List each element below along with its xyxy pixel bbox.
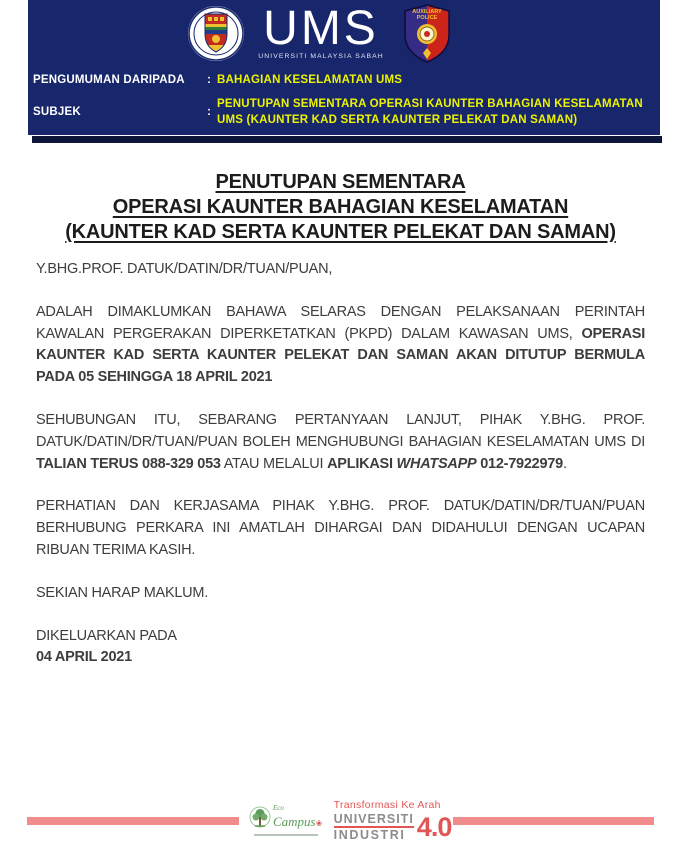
closing-line: SEKIAN HARAP MAKLUM. — [36, 584, 209, 601]
notice-title-line-1: PENUTUPAN SEMENTARA — [215, 171, 466, 193]
industry40-universiti: UNIVERSITI — [334, 813, 414, 829]
paragraph-contact-normal-2: ATAU MELALUI — [220, 455, 328, 472]
ums-seal-icon — [187, 5, 245, 62]
contact-whatsapp-label: WHATSAPP — [396, 455, 477, 472]
announcement-from-colon: : — [207, 74, 211, 87]
industry40-industri: INDUSTRI — [333, 828, 406, 842]
industry40-tagline: Transformasi Ke Arah — [333, 799, 441, 811]
paragraph-contact-period: . — [562, 455, 567, 472]
contact-phone: TALIAN TERUS 088-329 053 — [36, 455, 221, 472]
announcement-row-subject — [33, 96, 650, 129]
ecocampus-logo — [248, 805, 324, 836]
ums-wordmark-text: UMS — [263, 1, 379, 55]
notice-body — [36, 259, 645, 669]
announcement-table — [28, 64, 660, 129]
notice-title — [0, 170, 681, 245]
ums-wordmark-subtitle: UNIVERSITI MALAYSIA SABAH — [258, 52, 384, 60]
ums-wordmark — [258, 1, 384, 61]
announcement-from-label: PENGUMUMAN DARIPADA — [33, 74, 185, 87]
paragraph-thanks: PERHATIAN DAN KERJASAMA PIHAK Y.BHG. PROF. DATUK/DATIN/DR/TUAN/PUAN BERHUBUNG PERKARA INI AMATLAH DIHARGAI DAN DIDAHULUI DENGAN UCAPAN RIBUAN TERIMA KASIH. — [36, 498, 645, 558]
salutation: Y.BHG.PROF. DATUK/DATIN/DR/TUAN/PUAN, — [36, 261, 333, 277]
paragraph-contact-normal-1: SEHUBUNGAN ITU, SEBARANG PERTANYAAN LANJUT, PIHAK Y.BHG. PROF. DATUK/DATIN/DR/TUAN/PUAN BOLEH MENGHUBUNGI BAHAGIAN KESELAMATAN UMS DI — [36, 411, 645, 450]
letterhead — [28, 0, 660, 135]
issued-on-label: DIKELUARKAN PADA — [36, 627, 177, 644]
issued-date: 04 APRIL 2021 — [36, 649, 132, 666]
tree-icon — [249, 805, 271, 831]
notice-title-line-3: (KAUNTER KAD SERTA KAUNTER PELEKAT DAN SAMAN) — [65, 221, 616, 243]
svg-text:AUXILIARY: AUXILIARY — [412, 8, 442, 15]
footer — [0, 800, 681, 842]
industry40-lockup — [334, 800, 452, 842]
announcement-from-value: BAHAGIAN KESELAMATAN UMS — [217, 74, 403, 86]
announcement-subject-label: SUBJEK — [33, 106, 81, 119]
ecocampus-tagline-bar — [254, 834, 318, 836]
paragraph-pkpd-normal: ADALAH DIMAKLUMKAN BAHAWA SELARAS DENGAN PELAKSANAAN PERINTAH KAWALAN PERGERAKAN DIPERKETATKAN (PKPD) DALAM KAWASAN UMS, — [36, 303, 645, 342]
svg-text:POLICE: POLICE — [416, 14, 438, 21]
footer-right-line — [453, 817, 654, 825]
contact-app-label: APLIKASI — [327, 455, 397, 472]
paragraph-pkpd-bold: OPERASI KAUNTER KAD SERTA KAUNTER PELEKAT DAN SAMAN AKAN DITUTUP BERMULA PADA 05 SEHINGGA 18 APRIL 2021 — [36, 325, 645, 386]
announcement-row-from — [33, 72, 650, 89]
flower-icon: ❀ — [315, 819, 323, 829]
logo-row — [4, 0, 636, 64]
contact-whatsapp-number: 012-7922979 — [476, 455, 563, 472]
paragraph-pkpd — [36, 302, 645, 389]
footer-left-line — [27, 817, 239, 825]
paragraph-contact — [36, 410, 645, 475]
notice-title-line-2: OPERASI KAUNTER BAHAGIAN KESELAMATAN — [112, 196, 569, 218]
announcement-subject-colon: : — [207, 106, 211, 119]
auxiliary-police-badge-icon — [401, 4, 453, 64]
announcement-subject-value: PENUTUPAN SEMENTARA OPERASI KAUNTER BAHAGIAN KESELAMATAN UMS (KAUNTER KAD SERTA KAUNTER PELEKAT DAN SAMAN) — [217, 97, 643, 127]
ecocampus-label: Campus — [272, 814, 316, 830]
industry40-version: 4.0 — [416, 811, 452, 842]
letterhead-shadow — [32, 136, 662, 143]
ecocampus-eco-label: Eco — [272, 804, 284, 813]
